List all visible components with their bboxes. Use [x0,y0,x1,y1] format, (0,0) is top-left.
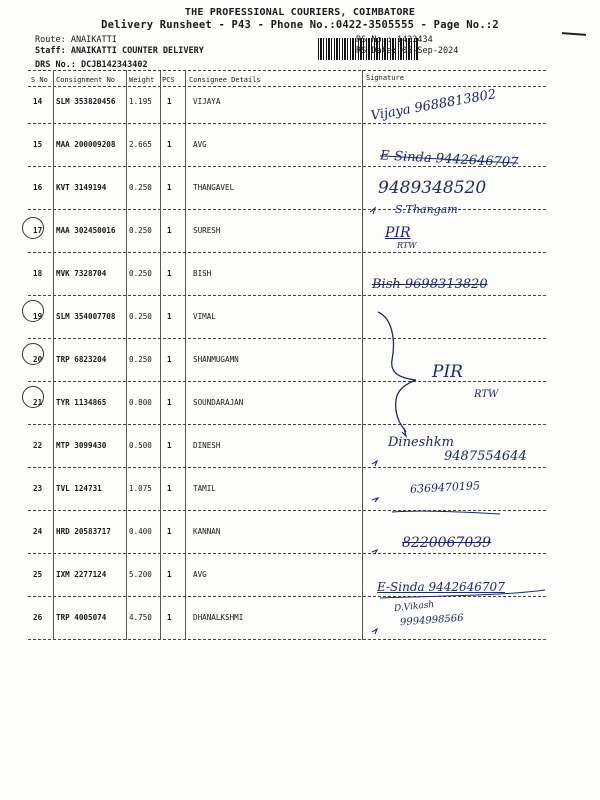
cell-consignment: HRD 20583717 [56,527,111,536]
cell-sno: 18 [33,269,43,278]
cell-consignment: MAA 302450016 [56,226,116,235]
cell-consignee: SOUNDARAJAN [193,398,244,407]
signature-22-name: Dineshkm [388,435,454,450]
cell-sno: 21 [33,398,43,407]
cell-consignee: AVG [193,570,207,579]
cell-consignment: MAA 200009208 [56,140,116,149]
cell-pcs: 1 [167,226,172,235]
cell-weight: 0.250 [129,312,152,321]
cell-sno: 26 [33,613,43,622]
cell-sno: 19 [33,312,43,321]
cell-weight: 0.800 [129,398,152,407]
cell-pcs: 1 [167,398,172,407]
cell-weight: 1.195 [129,97,152,106]
route-label: Route: ANAIKATTI [35,35,117,45]
cell-consignee: VIJAYA [193,97,221,106]
cell-weight: 2.665 [129,140,152,149]
cell-pcs: 1 [167,613,172,622]
col-header-consignment: Consignment No [56,76,116,84]
cell-sno: 20 [33,355,43,364]
signature-23: 6369470195 [409,479,481,496]
signature-26-name: D.Vikash [393,599,435,615]
signature-16-name: S.Thangam [395,203,458,216]
cell-consignee: KANNAN [193,527,221,536]
cell-consignee: BISH [193,269,212,278]
cell-pcs: 1 [167,441,172,450]
runsheet-subtitle: Delivery Runsheet - P43 - Phone No.:0422-3505555 - Page No.:2 [101,19,499,31]
cell-consignee: VIMAL [193,312,216,321]
cell-sno: 23 [33,484,43,493]
cell-sno: 25 [33,570,43,579]
cell-consignee: SHANMUGAMN [193,355,239,364]
cell-sno: 14 [33,97,43,106]
cell-consignment: KVT 3149194 [56,183,107,192]
col-header-signature: Signature [366,74,404,82]
signature-15: E-Sinda 9442646707 [379,148,519,171]
signature-24: 8220067039 [402,535,492,551]
cell-consignment: MVK 7328704 [56,269,107,278]
cell-weight: 0.500 [129,441,152,450]
cell-sno: 22 [33,441,43,450]
signature-20-rtw: RTW [474,389,499,400]
staff-label: Staff: ANAIKATTI COUNTER DELIVERY [35,46,204,56]
cell-pcs: 1 [167,183,172,192]
signature-17-pir: PIR [385,225,411,241]
cell-pcs: 1 [167,570,172,579]
cell-pcs: 1 [167,140,172,149]
cell-weight: 4.750 [129,613,152,622]
cell-consignee: AVG [193,140,207,149]
cell-consignment: IXM 2277124 [56,570,107,579]
cell-sno: 17 [33,226,43,235]
signature-14: Vijaya 9688813802 [369,87,498,124]
cell-weight: 0.250 [129,269,152,278]
rs-number: RS No.: 1423434 [356,35,433,45]
col-header-weight: Weight [129,76,155,84]
cell-sno: 16 [33,183,43,192]
cell-pcs: 1 [167,97,172,106]
cell-consignment: TRP 6823204 [56,355,107,364]
cell-consignment: TVL 124731 [56,484,102,493]
cell-consignment: TRP 4005074 [56,613,107,622]
cell-consignment: SLM 354007708 [56,312,116,321]
cell-pcs: 1 [167,527,172,536]
cell-consignee: DHANALKSHMI [193,613,244,622]
signature-18: Bish 9698313820 [372,277,488,292]
signature-25: E-Sinda 9442646707 [377,580,505,594]
signature-22-phone: 9487554644 [444,449,527,464]
signature-17-rtw: RTW [397,241,417,250]
cell-consignee: DINESH [193,441,221,450]
col-header-pcs: PCS [162,76,175,84]
cell-consignee: SURESH [193,226,221,235]
signature-26-phone: 9994998566 [399,612,464,629]
cell-weight: 0.250 [129,183,152,192]
cell-consignee: TAMIL [193,484,216,493]
cell-pcs: 1 [167,484,172,493]
cell-pcs: 1 [167,269,172,278]
cell-consignment: MTP 3099430 [56,441,107,450]
drs-number: DRS No.: DCJB142343402 [35,60,148,70]
cell-weight: 1.075 [129,484,152,493]
signature-20-pir: PIR [432,362,463,382]
company-title: THE PROFESSIONAL COURIERS, COIMBATORE [184,7,416,18]
signature-16-phone: 9489348520 [378,178,487,198]
rs-date: RS Date: 05-Sep-2024 [356,46,459,56]
cell-sno: 24 [33,527,43,536]
cell-weight: 0.250 [129,355,152,364]
cell-pcs: 1 [167,312,172,321]
cell-consignment: TYR 1134865 [56,398,107,407]
cell-sno: 15 [33,140,43,149]
cell-weight: 0.400 [129,527,152,536]
cell-weight: 5.200 [129,570,152,579]
col-header-consignee: Consignee Details [189,76,261,84]
cell-consignment: SLM 353820456 [56,97,116,106]
cell-consignee: THANGAVEL [193,183,235,192]
cell-weight: 0.250 [129,226,152,235]
cell-pcs: 1 [167,355,172,364]
col-header-sno: S No [31,76,48,84]
